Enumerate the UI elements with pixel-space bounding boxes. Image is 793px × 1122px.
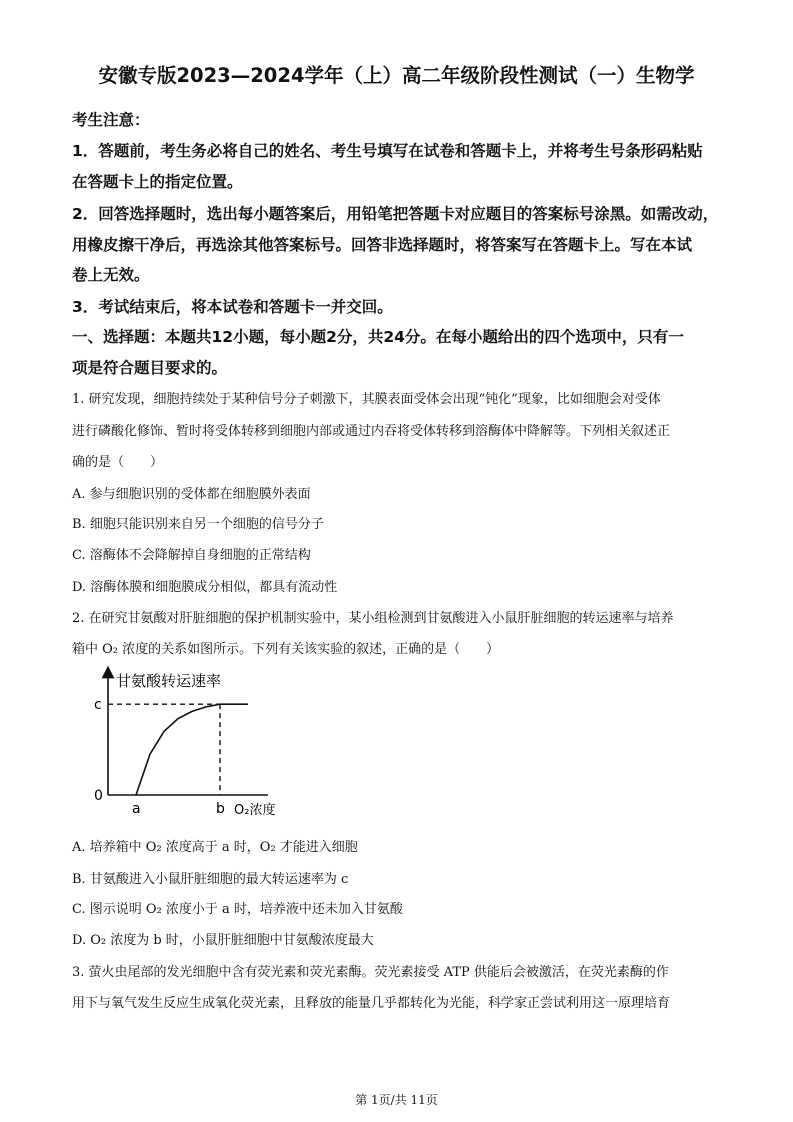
notice-item-1-line-1: 1．答题前，考生务必将自己的姓名、考生号填写在试卷和答题卡上，并将考生号条形码粘贴 <box>72 142 703 160</box>
transport-rate-curve <box>136 704 248 795</box>
notice-item-2-line-3: 卷上无效。 <box>72 266 150 284</box>
notice-item-1-line-2: 在答题卡上的指定位置。 <box>72 173 243 191</box>
question-2-option-d: D. O₂ 浓度为 b 时，小鼠肝脏细胞中甘氨酸浓度最大 <box>72 933 374 948</box>
page-title: 安徽专版2023—2024学年（上）高二年级阶段性测试（一）生物学 <box>98 64 695 87</box>
question-1-option-a: A. 参与细胞识别的受体都在细胞膜外表面 <box>72 487 311 502</box>
question-1-stem-line-1: 1. 研究发现，细胞持续处于某种信号分子刺激下，其膜表面受体会出现“钝化”现象，比如细胞会对受体 <box>72 392 661 407</box>
page-footer: 第 1页/共 11页 <box>355 1093 438 1107</box>
section-1-instructions-line-1: 一、选择题：本题共12小题，每小题2分，共24分。在每小题给出的四个选项中，只有一 <box>72 328 684 346</box>
question-2-stem-line-2: 箱中 O₂ 浓度的关系如图所示。下列有关该实验的叙述，正确的是（ ） <box>72 642 500 657</box>
y-axis-label: 甘氨酸转运速率 <box>116 672 222 690</box>
notice-item-2-line-2: 用橡皮擦干净后，再选涂其他答案标号。回答非选择题时，将答案写在答题卡上。写在本试 <box>72 236 693 254</box>
x-tick-label-b: b <box>216 801 225 817</box>
question-2-option-b: B. 甘氨酸进入小鼠肝脏细胞的最大转运速率为 c <box>72 872 349 887</box>
notice-heading: 考生注意： <box>72 111 150 129</box>
question-1-option-c: C. 溶酶体不会降解掉自身细胞的正常结构 <box>72 548 311 563</box>
question-1-option-b: B. 细胞只能识别来自另一个细胞的信号分子 <box>72 517 324 532</box>
origin-label: 0 <box>94 788 103 804</box>
question-2-stem-line-1: 2. 在研究甘氨酸对肝脏细胞的保护机制实验中，某小组检测到甘氨酸进入小鼠肝脏细胞的转运速率与培养 <box>72 611 674 626</box>
question-2-option-c: C. 图示说明 O₂ 浓度小于 a 时，培养液中还未加入甘氨酸 <box>72 902 403 917</box>
question-3-stem-line-1: 3. 萤火虫尾部的发光细胞中含有荧光素和荧光素酶。荧光素接受 ATP 供能后会被激活，在荧光素酶的作 <box>72 965 669 980</box>
x-tick-label-a: a <box>132 801 141 817</box>
notice-item-3: 3．考试结束后，将本试卷和答题卡一并交回。 <box>72 298 393 316</box>
question-2-option-a: A. 培养箱中 O₂ 浓度高于 a 时，O₂ 才能进入细胞 <box>72 840 358 855</box>
transport-rate-chart <box>88 664 294 824</box>
x-axis-label: O₂浓度 <box>234 803 276 818</box>
question-1-stem-line-2: 进行磷酸化修饰、暂时将受体转移到细胞内部或通过内吞将受体转移到溶酶体中降解等。下列相关叙述正 <box>72 424 671 439</box>
section-1-instructions-line-2: 项是符合题目要求的。 <box>72 359 228 377</box>
notice-item-2-line-1: 2．回答选择题时，选出每小题答案后，用铅笔把答题卡对应题目的答案标号涂黑。如需改动， <box>72 205 719 223</box>
question-3-stem-line-2: 用下与氧气发生反应生成氧化荧光素，且释放的能量几乎都转化为光能，科学家正尝试利用这一原理培育 <box>72 996 671 1011</box>
question-1-option-d: D. 溶酶体膜和细胞膜成分相似，都具有流动性 <box>72 580 338 595</box>
question-1-stem-line-3: 确的是（ ） <box>72 455 164 470</box>
y-tick-label-c: c <box>94 697 102 714</box>
